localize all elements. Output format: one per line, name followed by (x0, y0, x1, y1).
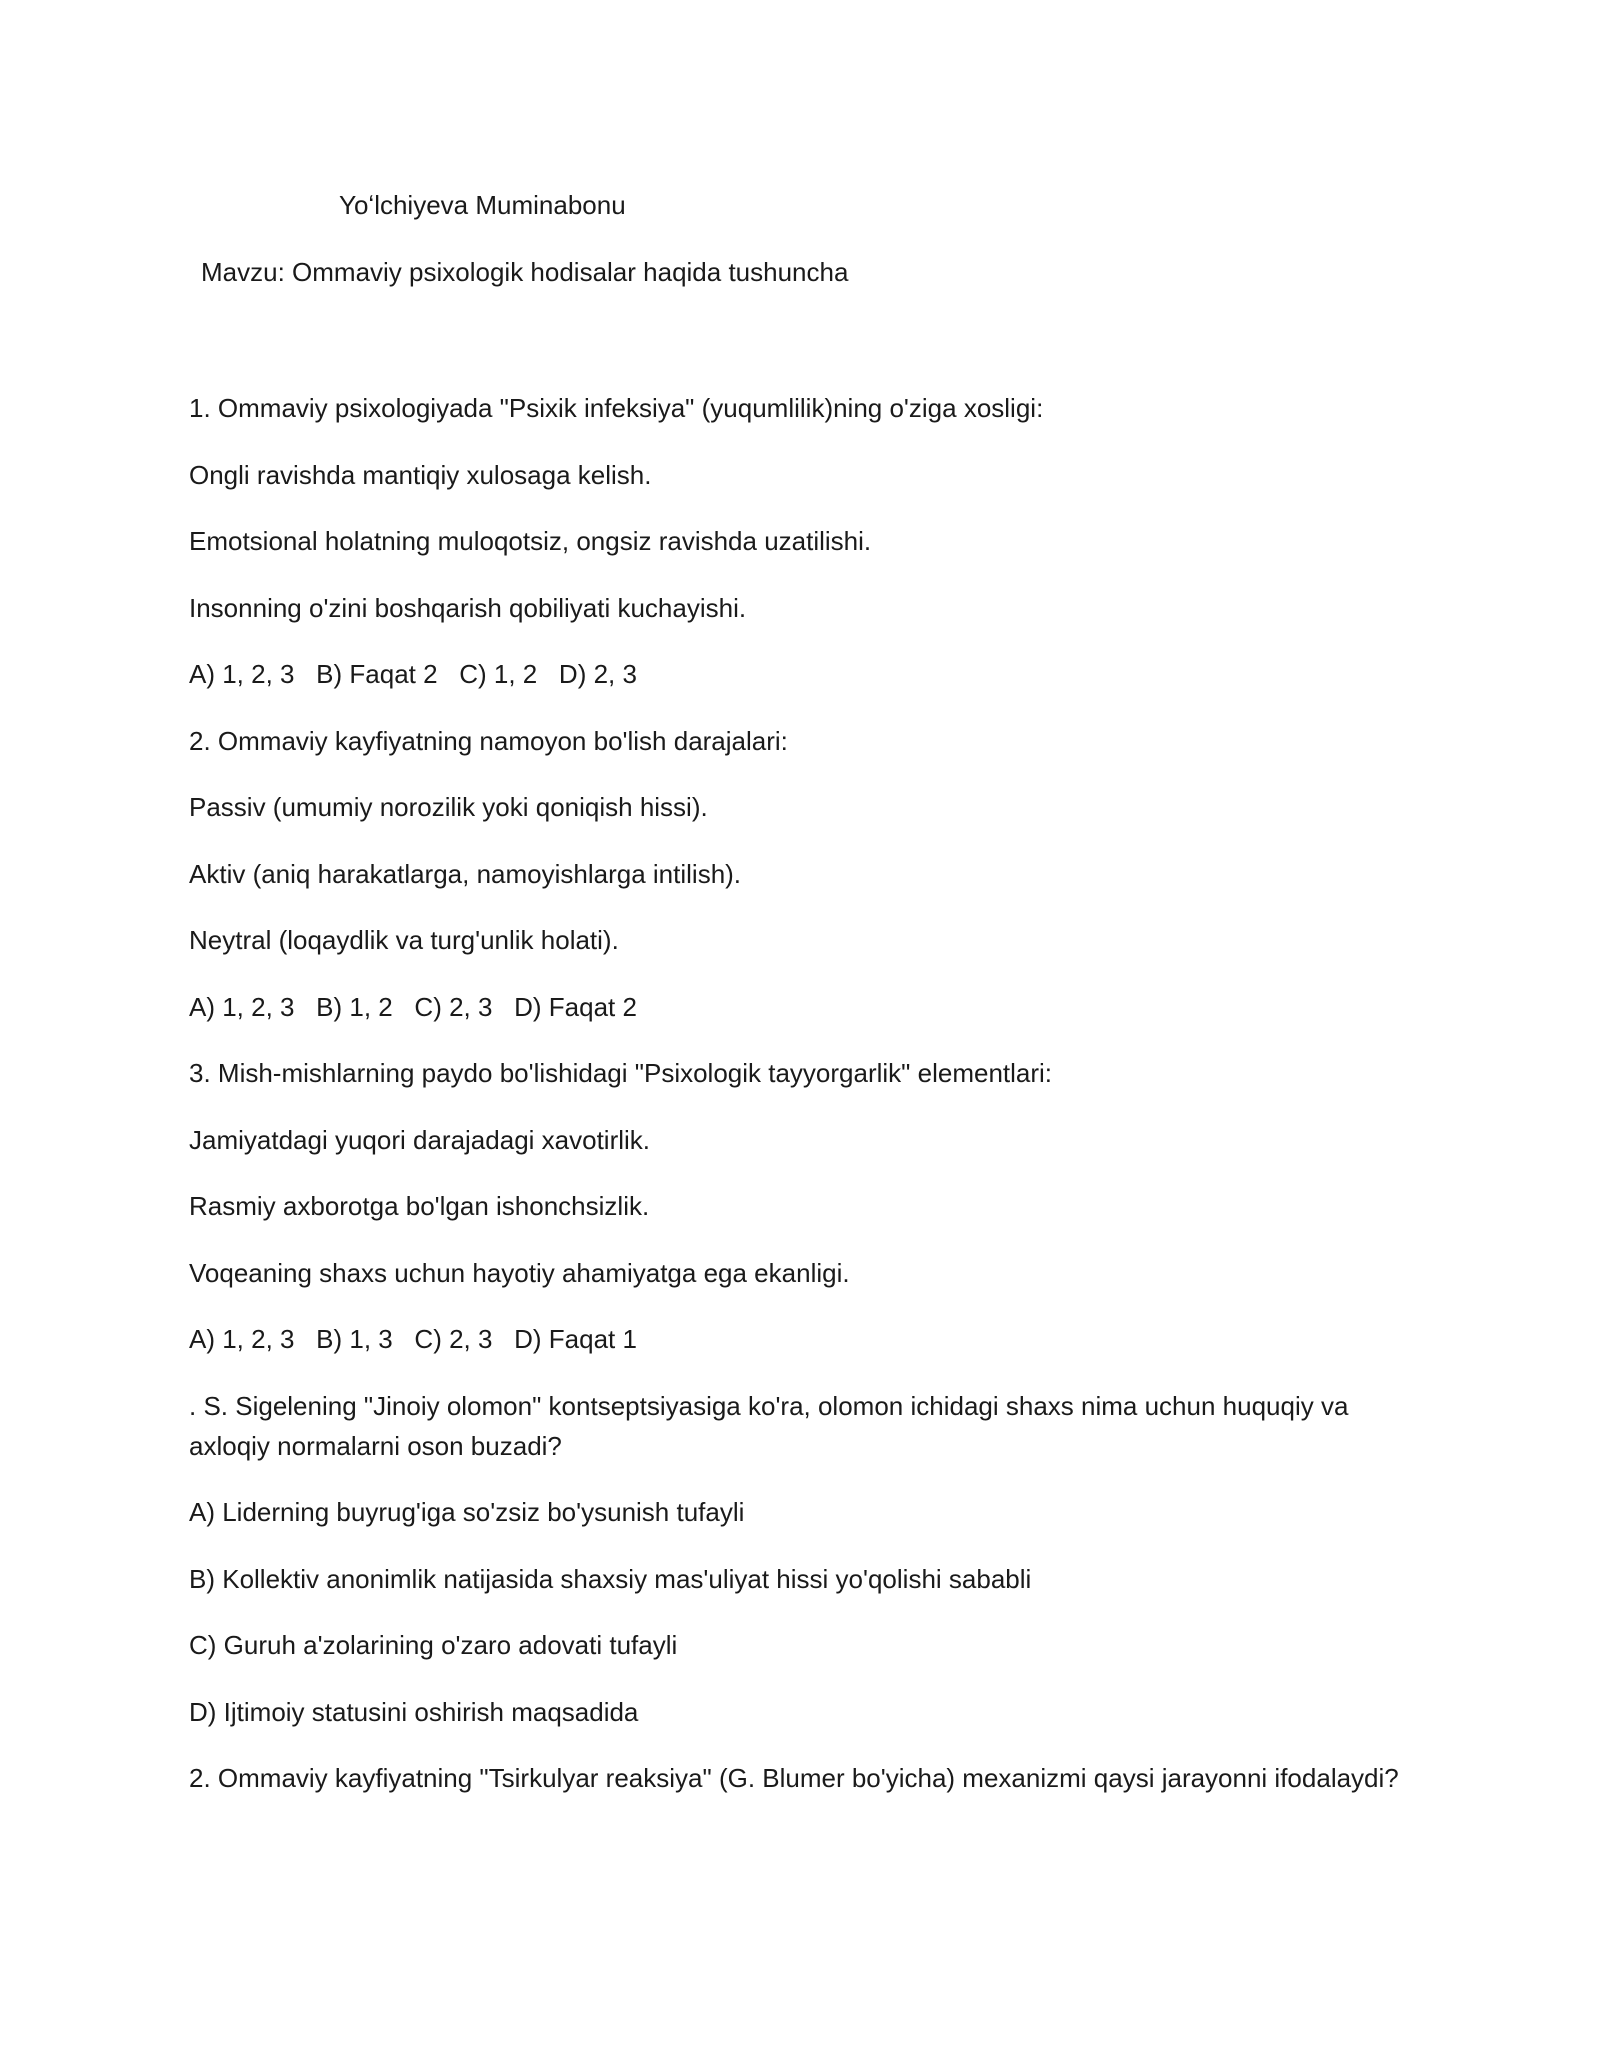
question-5-text: 2. Ommaviy kayfiyatning "Tsirkulyar reaksiya" (G. Blumer bo'yicha) mexanizmi qaysi jarayonni ifodalaydi? (189, 1763, 1399, 1793)
question-content (189, 388, 1419, 1825)
question-1-statement-3: Insonning o'zini boshqarish qobiliyati kuchayishi. (189, 592, 747, 623)
topic-title: Mavzu: Ommaviy psixologik hodisalar haqida tushuncha (201, 257, 849, 287)
question-2-statement-1: Passiv (umumiy norozilik yoki qoniqish hissi). (189, 792, 708, 822)
question-4-text: . S. Sigelening "Jinoiy olomon" kontseptsiyasiga ko'ra, olomon ichidagi shaxs nima uchun huquqiy va axloqiy normalarni oson buzadi? (189, 1390, 1356, 1461)
question-4-option-d: D) Ijtimoiy statusini oshirish maqsadida (189, 1696, 639, 1727)
question-1-statement-1: Ongli ravishda mantiqiy xulosaga kelish. (189, 459, 652, 490)
question-1-text: 1. Ommaviy psixologiyada "Psixik infeksiya" (yuqumlilik)ning o'ziga xosligi: (189, 393, 1044, 423)
question-2-text: 2. Ommaviy kayfiyatning namoyon bo'lish darajalari: (189, 725, 788, 756)
question-3-statement-2: Rasmiy axborotga bo'lgan ishonchsizlik. (189, 1191, 650, 1221)
question-4-option-c: C) Guruh a'zolarining o'zaro adovati tufayli (189, 1630, 678, 1660)
question-2-options: A) 1, 2, 3 B) 1, 2 C) 2, 3 D) Faqat 2 (189, 991, 637, 1022)
question-3-statement-3: Voqeaning shaxs uchun hayotiy ahamiyatga ega ekanligi. (189, 1257, 850, 1288)
question-3-options: A) 1, 2, 3 B) 1, 3 C) 2, 3 D) Faqat 1 (189, 1324, 637, 1354)
author-name: Yoʻlchiyeva Muminabonu (339, 190, 626, 220)
question-1-statement-2: Emotsional holatning muloqotsiz, ongsiz ravishda uzatilishi. (189, 526, 872, 556)
question-2-statement-3: Neytral (loqaydlik va turg'unlik holati). (189, 925, 619, 955)
question-4-option-b: B) Kollektiv anonimlik natijasida shaxsiy mas'uliyat hissi yo'qolishi sababli (189, 1563, 1032, 1594)
question-1-options: A) 1, 2, 3 B) Faqat 2 C) 1, 2 D) 2, 3 (189, 659, 637, 689)
question-4-option-a: A) Liderning buyrug'iga so'zsiz bo'ysunish tufayli (189, 1497, 745, 1527)
question-2-statement-2: Aktiv (aniq harakatlarga, namoyishlarga intilish). (189, 858, 742, 889)
question-3-text: 3. Mish-mishlarning paydo bo'lishidagi "Psixologik tayyorgarlik" elementlari: (189, 1058, 1053, 1088)
question-3-statement-1: Jamiyatdagi yuqori darajadagi xavotirlik. (189, 1124, 651, 1155)
